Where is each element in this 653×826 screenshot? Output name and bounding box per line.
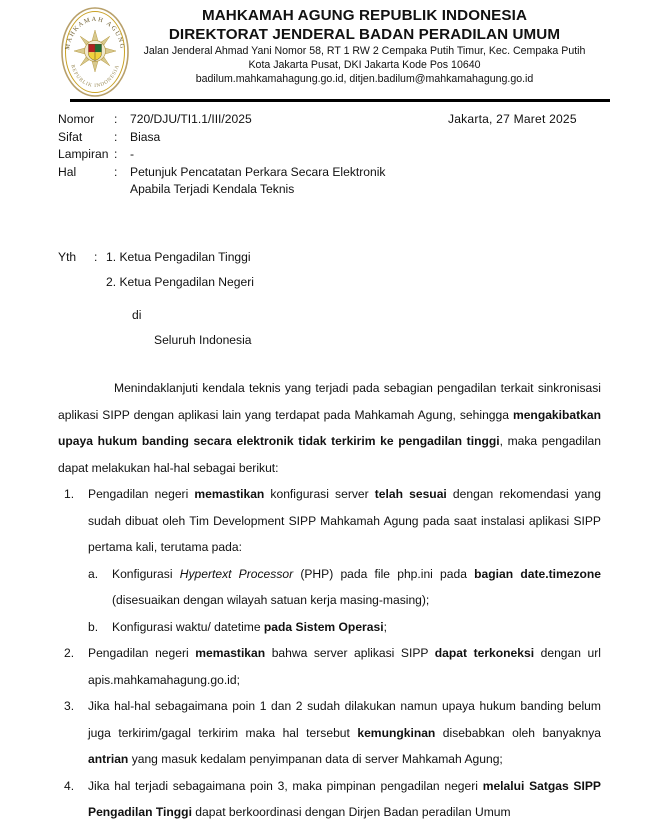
meta-colon-lampiran: : <box>114 147 118 162</box>
meta-row-hal-continued <box>58 181 385 199</box>
item-1b-seg-2: ; <box>383 619 387 634</box>
item-4-seg-0: Jika hal terjadi sebagaimana poin 3, maka pimpinan pengadilan negeri <box>88 778 483 793</box>
meta-label-spacer <box>58 181 114 199</box>
list-item-1b <box>88 614 601 641</box>
meta-colon-hal: : <box>114 164 118 179</box>
item-1a-seg-1: Hypertext Processor <box>179 566 294 581</box>
place-and-date: Jakarta, 27 Maret 2025 <box>448 112 577 126</box>
letterhead-text <box>130 6 609 86</box>
organization-name-line-1: MAHKAMAH AGUNG REPUBLIK INDONESIA <box>201 7 528 24</box>
list-item-1 <box>58 481 601 640</box>
letterhead <box>0 0 653 96</box>
list-marker-4: 4. <box>64 778 75 793</box>
item-1a-seg-2: (PHP) pada file php.ini pada <box>293 566 475 581</box>
item-1a-seg-3: bagian date.timezone <box>474 566 601 581</box>
item-3-seg-2: disebabkan oleh banyaknya <box>435 725 601 740</box>
item-1b-seg-1: pada Sistem Operasi <box>263 619 384 634</box>
list-item-2 <box>58 640 601 693</box>
instruction-sublist-1 <box>88 561 601 641</box>
recipient-list <box>106 245 254 295</box>
item-1a-seg-0: Konfigurasi <box>112 566 180 581</box>
list-marker-2: 2. <box>64 646 75 660</box>
item-1-seg-0: Pengadilan negeri <box>88 487 195 501</box>
item-4-seg-1: melalui Satgas SIPP Pengadilan Tinggi <box>88 778 601 819</box>
meta-label-lampiran: Lampiran <box>58 147 109 162</box>
item-2-seg-3: dapat terkoneksi <box>434 646 535 660</box>
meta-value-hal: Petunjuk Pencatatan Perkara Secara Elektronik <box>130 164 386 179</box>
organization-name-line-2: DIREKTORAT JENDERAL BADAN PERADILAN UMUM <box>168 26 561 43</box>
meta-row-sifat <box>58 129 385 147</box>
instruction-list <box>58 481 601 826</box>
list-item-4 <box>58 773 601 826</box>
mahkamah-agung-emblem-icon <box>57 6 133 98</box>
list-item-3 <box>58 693 601 773</box>
recipient-colon: : <box>94 250 98 264</box>
list-marker-1: 1. <box>64 487 75 501</box>
meta-label-sifat: Sifat <box>58 129 83 144</box>
letterhead-divider <box>70 99 610 102</box>
recipient-block <box>58 245 254 353</box>
address-line-2: Kota Jakarta Pusat, DKI Jakarta Kode Pos 10640 <box>248 59 481 71</box>
item-2-seg-1: memastikan <box>195 646 266 660</box>
meta-row-nomor <box>58 111 385 129</box>
list-item-1a <box>88 561 601 614</box>
meta-colon-spacer <box>114 181 130 199</box>
item-1-seg-1: memastikan <box>194 487 265 501</box>
meta-row-lampiran <box>58 146 385 164</box>
list-item: 1. Ketua Pengadilan Tinggi <box>106 250 251 264</box>
opening-part-1: Menindaklanjuti kendala teknis yang terjadi pada sebagian pengadilan terkait sinkronisasi aplikasi SIPP dengan aplikasi lain yang terdapat pada Mahkamah Agung, sehingga <box>58 381 601 422</box>
list-marker-1a: a. <box>88 566 99 581</box>
letter-meta-block <box>58 111 618 199</box>
recipient-di: di <box>132 308 142 322</box>
recipient-place: Seluruh Indonesia <box>154 333 252 347</box>
address-line-1: Jalan Jenderal Ahmad Yani Nomor 58, RT 1 RW 2 Cempaka Putih Timur, Kec. Cempaka Putih <box>143 45 586 57</box>
item-1b-seg-0: Konfigurasi waktu/ datetime <box>112 619 264 634</box>
meta-value-nomor: 720/DJU/TI1.1/III/2025 <box>130 112 252 126</box>
item-3-seg-1: kemungkinan <box>357 725 436 740</box>
meta-label-nomor: Nomor <box>58 112 95 126</box>
item-1-seg-2: konfigurasi server <box>264 487 375 501</box>
list-item: 2. Ketua Pengadilan Negeri <box>106 275 254 289</box>
svg-text:MAHKAMAH AGUNG: MAHKAMAH AGUNG <box>64 15 126 51</box>
meta-colon-nomor: : <box>114 112 118 126</box>
item-4-seg-2: dapat berkoordinasi dengan Dirjen Badan peradilan Umum <box>191 805 511 819</box>
letter-body <box>58 375 601 826</box>
address-line-3: badilum.mahkamahagung.go.id, ditjen.badilum@mahkamahagung.go.id <box>195 73 534 85</box>
list-marker-3: 3. <box>64 699 75 713</box>
recipient-label: Yth <box>58 250 77 264</box>
item-2-seg-4: dengan url apis.mahkamahagung.go.id; <box>88 646 601 687</box>
meta-row-hal <box>58 164 385 182</box>
item-3-seg-0: Jika hal-hal sebagaimana poin 1 dan 2 sudah dilakukan namun upaya hukum banding belum juga terkirim/gagal terkirim maka hal tersebut <box>88 699 601 740</box>
list-marker-1b: b. <box>88 619 99 634</box>
opening-paragraph <box>58 375 601 481</box>
item-1a-seg-4: (disesuaikan dengan wilayah satuan kerja masing-masing); <box>112 593 430 607</box>
meta-colon-sifat: : <box>114 129 118 144</box>
svg-text:REPUBLIK INDONESIA: REPUBLIK INDONESIA <box>69 64 121 90</box>
meta-value-lampiran: - <box>130 147 135 162</box>
item-1-seg-3: telah sesuai <box>374 487 447 501</box>
meta-value-hal-line-2: Apabila Terjadi Kendala Teknis <box>130 182 295 197</box>
item-3-seg-3: antrian <box>88 752 129 766</box>
item-3-seg-4: yang masuk kedalam penyimpanan data di server Mahkamah Agung; <box>128 752 503 766</box>
opening-part-2: , maka pengadilan dapat melakukan hal-hal sebagai berikut: <box>58 434 601 475</box>
opening-bold-1: mengakibatkan upaya hukum banding secara elektronik tidak terkirim ke pengadilan tinggi <box>58 407 601 448</box>
recipient-heading-row <box>58 245 254 295</box>
item-1-seg-4: dengan rekomendasi yang sudah dibuat oleh Tim Development SIPP Mahkamah Agung pada saat instalasi aplikasi SIPP pertama kali, terutama pada: <box>88 487 601 554</box>
meta-label-hal: Hal <box>58 164 77 179</box>
item-2-seg-2: bahwa server aplikasi SIPP <box>265 646 435 660</box>
meta-value-sifat: Biasa <box>130 129 161 144</box>
item-2-seg-0: Pengadilan negeri <box>88 646 196 660</box>
letter-meta-table <box>58 111 385 199</box>
